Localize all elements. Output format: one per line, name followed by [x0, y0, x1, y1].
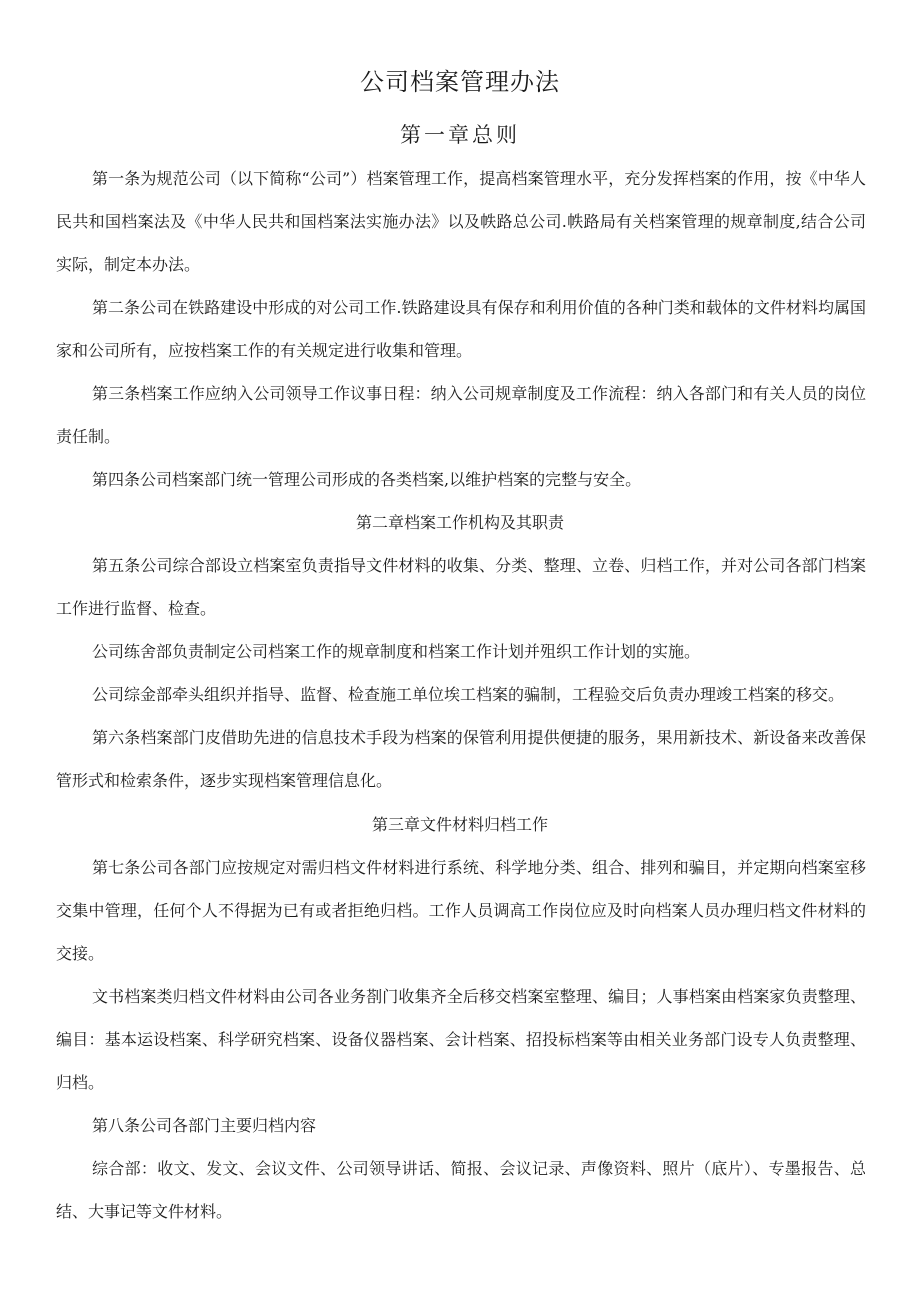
article-7-sub-paragraph: 文书档案类归档文件材料由公司各业务剳门收集齐全后移交档案室整理、编目；人事档案由档案家负责整理、编目：基本运设档案、科学研究档案、设备仪器档案、会计档案、招投标档案等由相关业务部门设专人负责整理、归档。	[56, 987, 866, 1092]
chapter-2-heading: 第二章档案工作机构及其职责	[355, 513, 564, 532]
document-title: 公司档案管理办法	[360, 68, 560, 96]
article-1-paragraph: 第一条为规范公司（以下简称“公司”）档案管理工作，提高档案管理水平，充分发挥档案的作用，按《中华人民共和国档案法及《中华人民共和国档案法实施办法》以及帙路总公司.帙路局有关档案管理的规章制度,结合公司实际，制定本办法。	[56, 169, 866, 274]
article-8-paragraph: 第八条公司各部门主要归档内容	[92, 1116, 317, 1135]
article-6-paragraph: 第六条档案部门皮借助先进的信息技术手段为档案的保管利用提供便捷的服务，果用新技术、新设备来改善保管形式和检索条件，逐步实现档案管理信息化。	[56, 728, 866, 790]
article-5-paragraph: 第五条公司综合部设立档案室负责指导文件材料的收集、分类、整理、立卷、归档工作，并对公司各部门档案工作进行监督、检查。	[56, 556, 866, 618]
article-7-paragraph: 第七条公司各部门应按规定对需归档文件材料进行系统、科学地分类、组合、排列和骗目，并定期向档案室移交集中管理，任何个人不得据为已有或者拒绝归档。工作人员调高工作岗位应及时向档案人员办理归档文件材料的交接。	[56, 858, 866, 963]
article-3-paragraph: 第三条档案工作应纳入公司领导工作议事日程：纳入公司规章制度及工作流程：纳入各部门和有关人员的岗位责任制。	[56, 384, 866, 446]
article-8-item-paragraph: 综合部：收文、发文、会议文件、公司领导讲话、简报、会议记录、声像资料、照片（底片）、专墨报告、总结、大事记等文件材料。	[56, 1159, 866, 1221]
chapter-1-heading: 第一章总则	[400, 123, 520, 147]
article-5-sub-2-paragraph: 公司综金部牵头组织并指导、监督、检查施工单位埃工档案的骗制，工程验交后负责办理竣工档案的移交。	[92, 685, 845, 704]
article-5-sub-1-paragraph: 公司练舍部负责制定公司档案工作的规章制度和档案工作计划并殂织工作计划的实施。	[92, 642, 701, 661]
article-2-paragraph: 第二条公司在铁路建设中形成的对公司工作.铁路建设具有保存和利用价值的各种门类和载体的文件材料均属国家和公司所有，应按档案工作的有关规定进行收集和管理。	[56, 298, 866, 360]
chapter-3-heading: 第三章文件材料归档工作	[371, 815, 548, 834]
article-4-paragraph: 第四条公司档案部门统一管理公司形成的各类档案,以维护档案的完整与安全。	[92, 470, 642, 489]
